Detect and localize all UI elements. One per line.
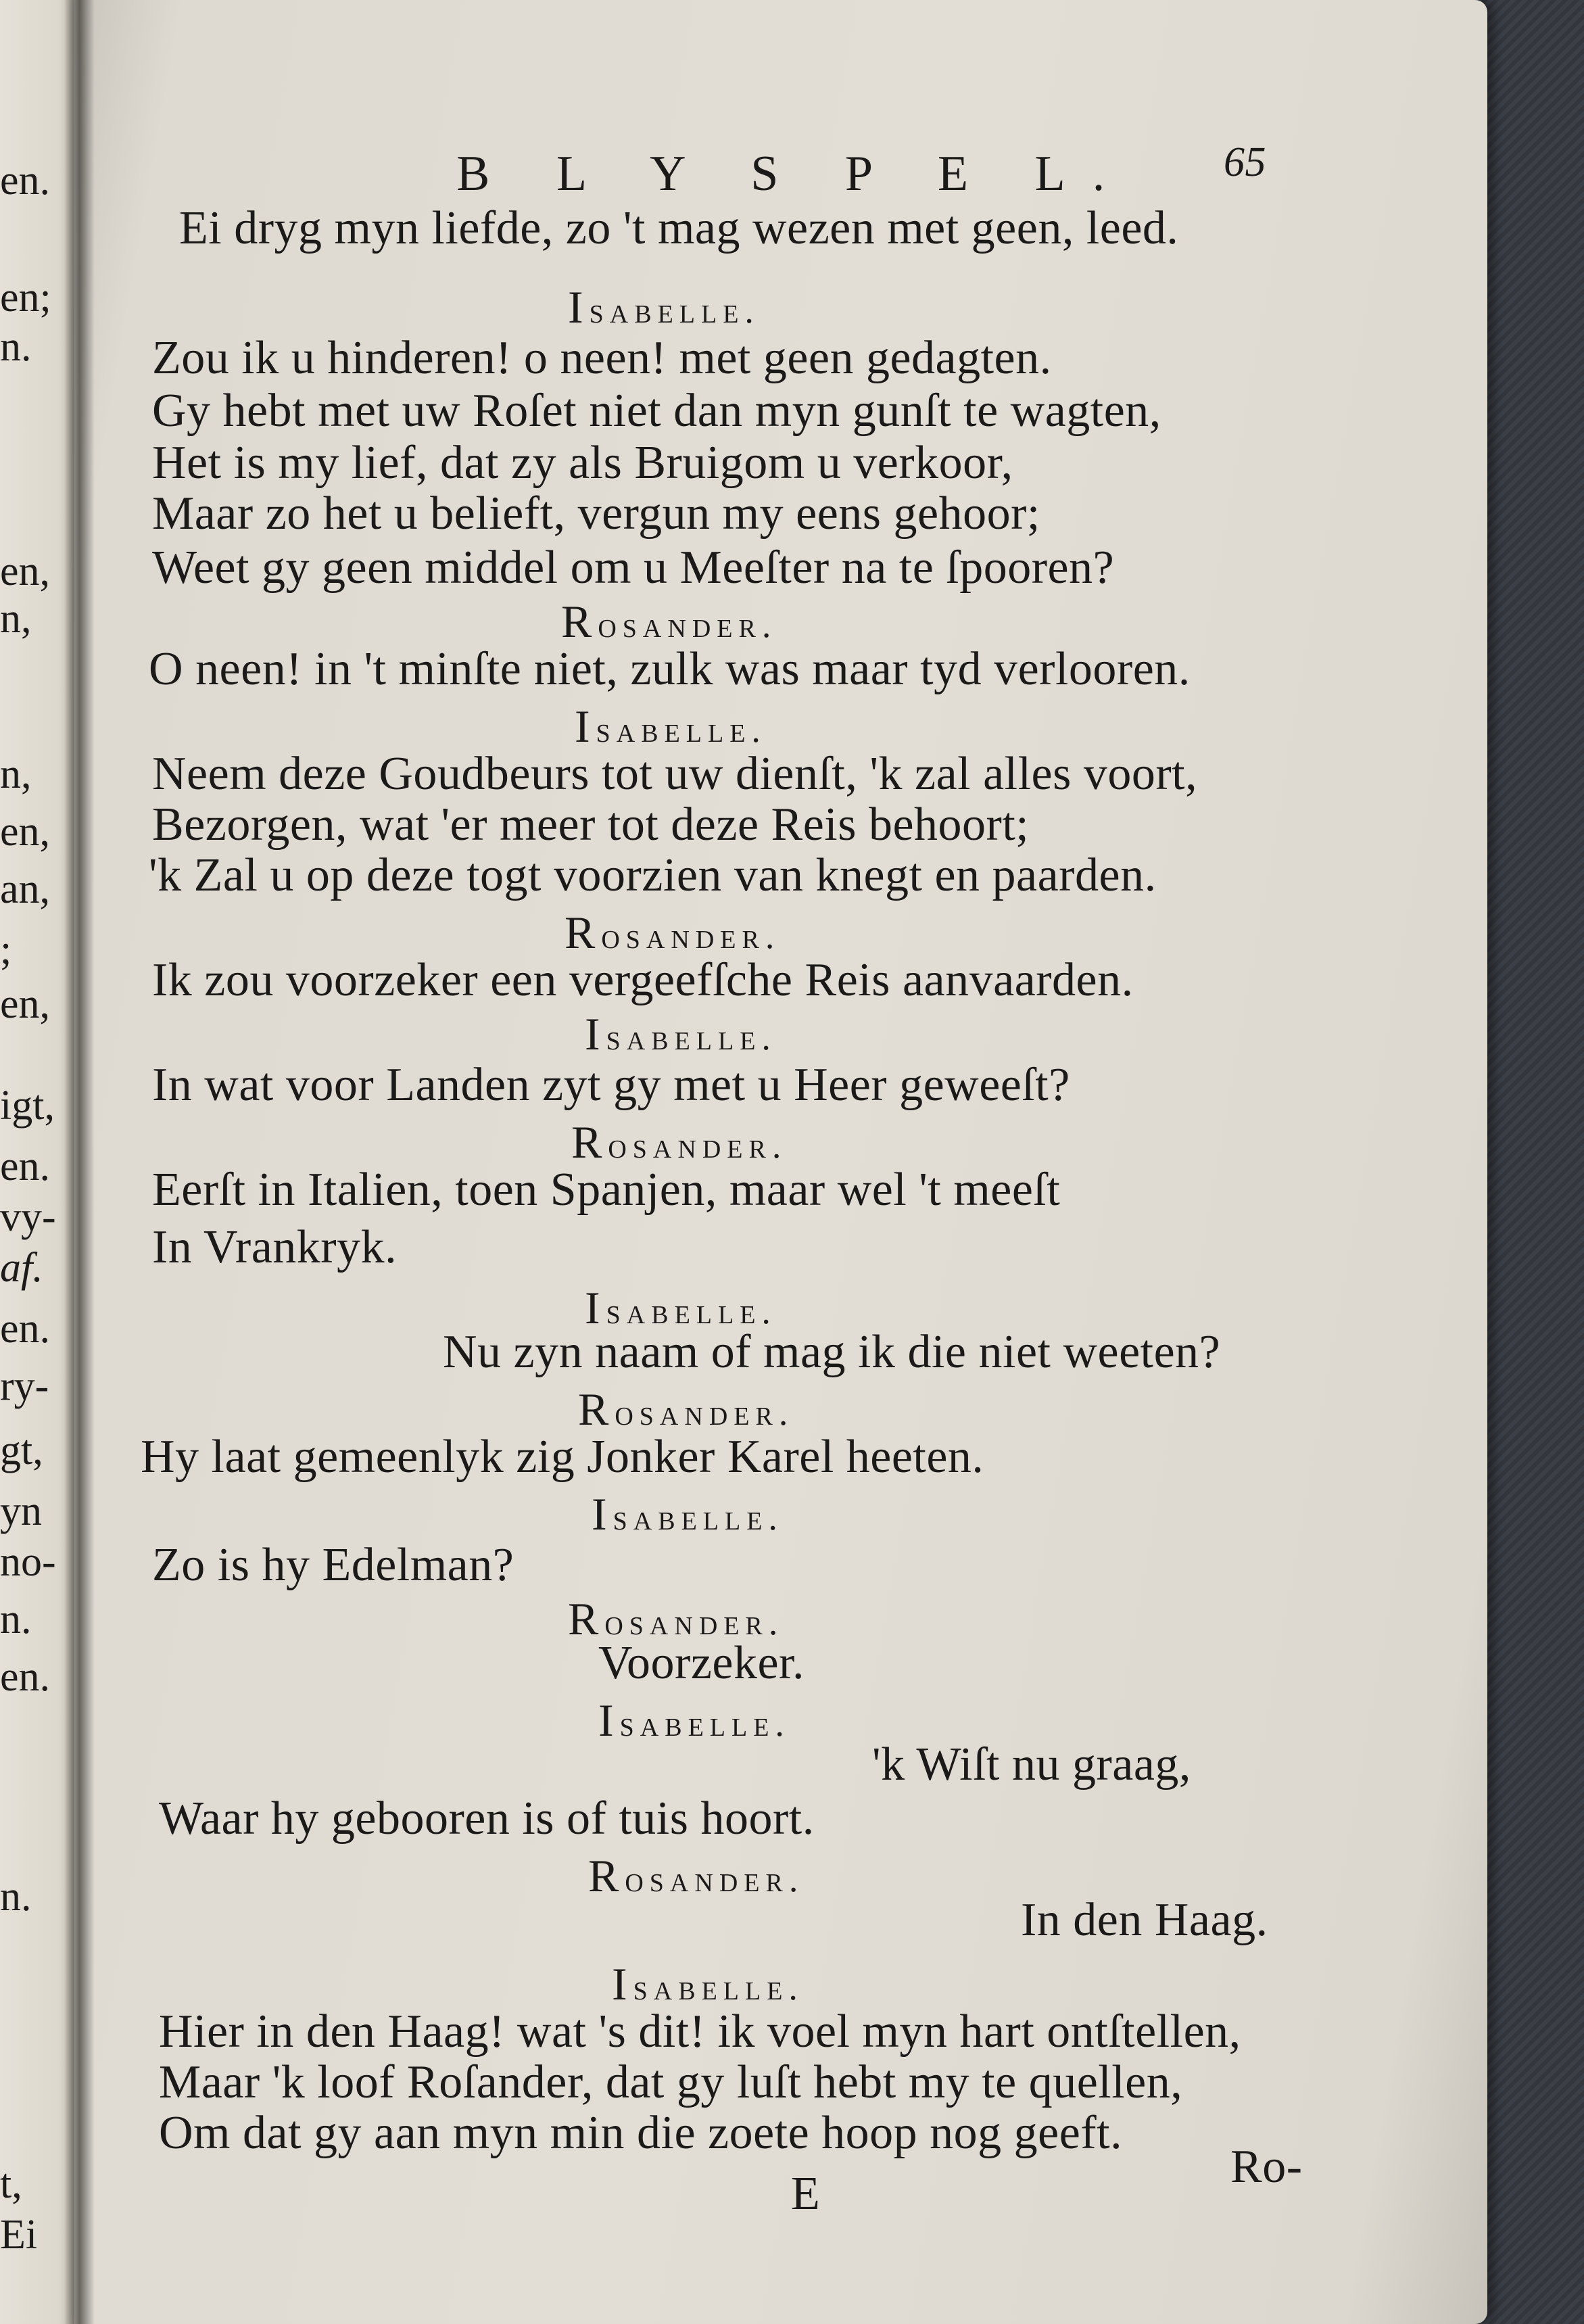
- signature-mark: E: [791, 2168, 821, 2220]
- left-fragment: en,: [0, 809, 51, 855]
- left-fragment: en,: [0, 548, 51, 594]
- left-fragment: n.: [0, 1874, 32, 1920]
- left-fragment: ry-: [0, 1363, 49, 1409]
- verse-line: Waar hy gebooren is of tuis hoort.: [159, 1793, 815, 1845]
- verse-line: In wat voor Landen zyt gy met u Heer geweeſt?: [152, 1059, 1070, 1111]
- left-fragment: ;: [0, 927, 12, 973]
- left-fragment: n,: [0, 751, 32, 797]
- left-fragment: no-: [0, 1539, 56, 1585]
- catchword: Ro-: [1230, 2141, 1303, 2193]
- verse-line: 'k Zal u op deze togt voorzien van knegt en paarden.: [149, 849, 1157, 901]
- page-number: 65: [1224, 139, 1266, 185]
- speaker-name: Rosander.: [578, 1383, 794, 1435]
- verse-line: Hy laat gemeenlyk zig Jonker Karel heeten.: [141, 1431, 984, 1483]
- left-fragment: en;: [0, 275, 51, 321]
- left-fragment: en.: [0, 158, 51, 204]
- left-fragment: en,: [0, 981, 51, 1027]
- left-fragment: igt,: [0, 1083, 55, 1129]
- left-fragment: Ei: [0, 2212, 38, 2258]
- speaker-name: Isabelle.: [568, 281, 760, 333]
- speaker-name: Isabelle.: [612, 1958, 804, 2010]
- speaker-name: Isabelle.: [592, 1488, 784, 1540]
- verse-line: O neen! in 't minſte niet, zulk was maar tyd verlooren.: [149, 643, 1191, 695]
- running-title: B L Y S P E L.: [456, 146, 1132, 201]
- left-fragment: af.: [0, 1245, 43, 1291]
- verse-line: Voorzeker.: [598, 1637, 805, 1689]
- book-gutter: [64, 0, 95, 2324]
- verse-line: Weet gy geen middel om u Meeſter na te ſpooren?: [152, 542, 1115, 594]
- speaker-name: Rosander.: [571, 1116, 788, 1168]
- verse-line: Nu zyn naam of mag ik die niet weeten?: [443, 1326, 1221, 1378]
- left-fragment: en.: [0, 1306, 51, 1352]
- verse-line: Zou ik u hinderen! o neen! met geen gedagten.: [152, 332, 1052, 384]
- verse-line: Maar 'k loof Roſander, dat gy luſt hebt my te quellen,: [159, 2056, 1183, 2108]
- speaker-name: Isabelle.: [598, 1694, 790, 1746]
- left-fragment: t,: [0, 2161, 22, 2207]
- left-fragment: vy-: [0, 1194, 56, 1240]
- verse-line: Neem deze Goudbeurs tot uw dienſt, 'k zal alles voort,: [152, 748, 1198, 800]
- verse-line: Om dat gy aan myn min die zoete hoop nog geeft.: [159, 2107, 1123, 2159]
- verse-line: Ei dryg myn liefde, zo 't mag wezen met geen, leed.: [179, 202, 1179, 254]
- speaker-name: Rosander.: [565, 907, 781, 958]
- speaker-name: Rosander.: [588, 1850, 805, 1901]
- verse-line: In Vrankryk.: [152, 1221, 398, 1273]
- speaker-name: Rosander.: [568, 1593, 784, 1644]
- verse-line: In den Haag.: [1021, 1894, 1268, 1946]
- verse-line: Maar zo het u belieft, vergun my eens gehoor;: [152, 488, 1040, 540]
- verse-line: Het is my lief, dat zy als Bruigom u verkoor,: [152, 437, 1013, 489]
- verse-line: Gy hebt met uw Roſet niet dan myn gunſt te wagten,: [152, 385, 1161, 437]
- speaker-name: Isabelle.: [575, 701, 767, 752]
- left-fragment: en.: [0, 1143, 51, 1189]
- speaker-name: Isabelle.: [585, 1282, 777, 1333]
- book-page: [74, 0, 1487, 2324]
- left-fragment: n.: [0, 324, 32, 370]
- left-fragment: gt,: [0, 1427, 43, 1473]
- verse-line: Zo is hy Edelman?: [152, 1539, 514, 1591]
- left-fragment: en.: [0, 1654, 51, 1700]
- left-fragment: n,: [0, 596, 32, 642]
- verse-line: Ik zou voorzeker een vergeefſche Reis aanvaarden.: [152, 954, 1134, 1006]
- verse-line: Bezorgen, wat 'er meer tot deze Reis behoort;: [152, 799, 1030, 851]
- left-fragment: an,: [0, 866, 51, 912]
- left-fragment: yn: [0, 1488, 42, 1534]
- speaker-name: Rosander.: [561, 596, 777, 647]
- left-fragment: n.: [0, 1596, 32, 1642]
- verse-line: Eerſt in Italien, toen Spanjen, maar wel 't meeſt: [152, 1164, 1061, 1216]
- speaker-name: Isabelle.: [585, 1008, 777, 1060]
- verse-line: 'k Wiſt nu graag,: [872, 1738, 1191, 1791]
- verse-line: Hier in den Haag! wat 's dit! ik voel myn hart ontſtellen,: [159, 2006, 1241, 2058]
